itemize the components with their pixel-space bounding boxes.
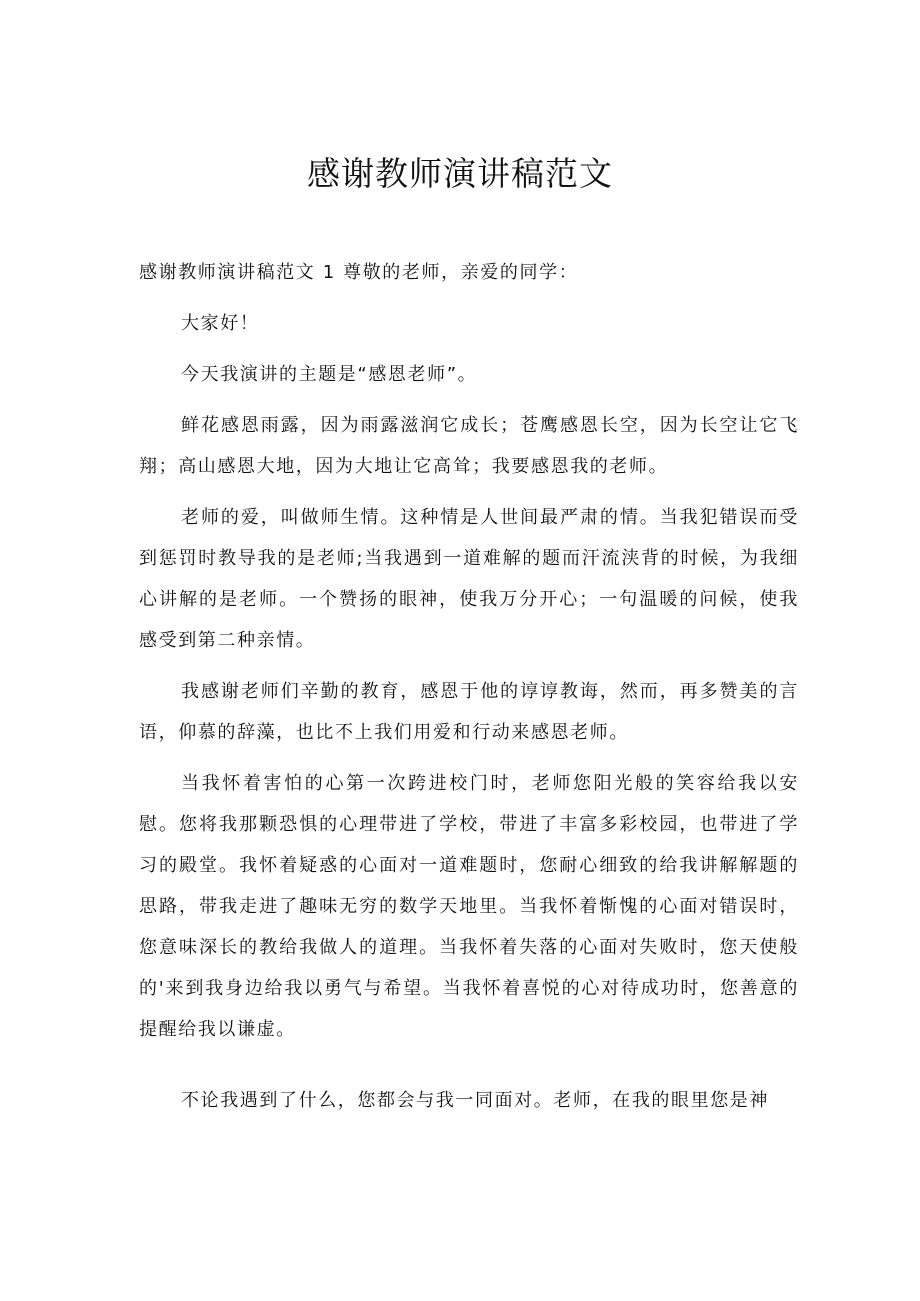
- paragraph-hello: 大家好！: [181, 313, 260, 334]
- paragraph-teacher-love: 老师的爱，叫做师生情。这种情是人世间最严肃的情。当我犯错误而受到惩罚时教导我的是老师;当我遇到一道难解的题而汗流浃背的时候，为我细心讲解的是老师。一个赞扬的眼神，使我万分开心；一句温暖的问候，使我感受到第二种亲情。: [139, 507, 799, 651]
- document-title: 感谢教师演讲稿范文: [307, 154, 613, 193]
- paragraph-greeting-header: 感谢教师演讲稿范文 1 尊敬的老师，亲爱的同学：: [139, 262, 579, 283]
- paragraph-school-memories: 当我怀着害怕的心第一次跨进校门时，老师您阳光般的笑容给我以安慰。您将我那颗恐惧的心理带进了学校，带进了丰富多彩校园，也带进了学习的殿堂。我怀着疑惑的心面对一道难题时，您耐心细致的给我讲解解题的思路，带我走进了趣味无穷的数学天地里。当我怀着惭愧的心面对错误时，您意味深长的教给我做人的道理。当我怀着失落的心面对失败时，您天使般的'来到我身边给我以勇气与希望。当我怀着喜悦的心对待成功时，您善意的提醒给我以谦虚。: [139, 773, 799, 1040]
- paragraph-topic: 今天我演讲的主题是“感恩老师”。: [181, 364, 478, 385]
- paragraph-gratitude-nature: 鲜花感恩雨露，因为雨露滋润它成长；苍鹰感恩长空，因为长空让它飞翔；高山感恩大地，因为大地让它高耸；我要感恩我的老师。: [139, 415, 799, 477]
- paragraph-together: 不论我遇到了什么，您都会与我一同面对。老师，在我的眼里您是神: [181, 1090, 769, 1111]
- document-body: [139, 252, 799, 1131]
- paragraph-thanks: 我感谢老师们辛勤的教育，感恩于他的谆谆教诲，然而，再多赞美的言语，仰慕的辞藻，也比不上我们用爱和行动来感恩老师。: [139, 681, 799, 743]
